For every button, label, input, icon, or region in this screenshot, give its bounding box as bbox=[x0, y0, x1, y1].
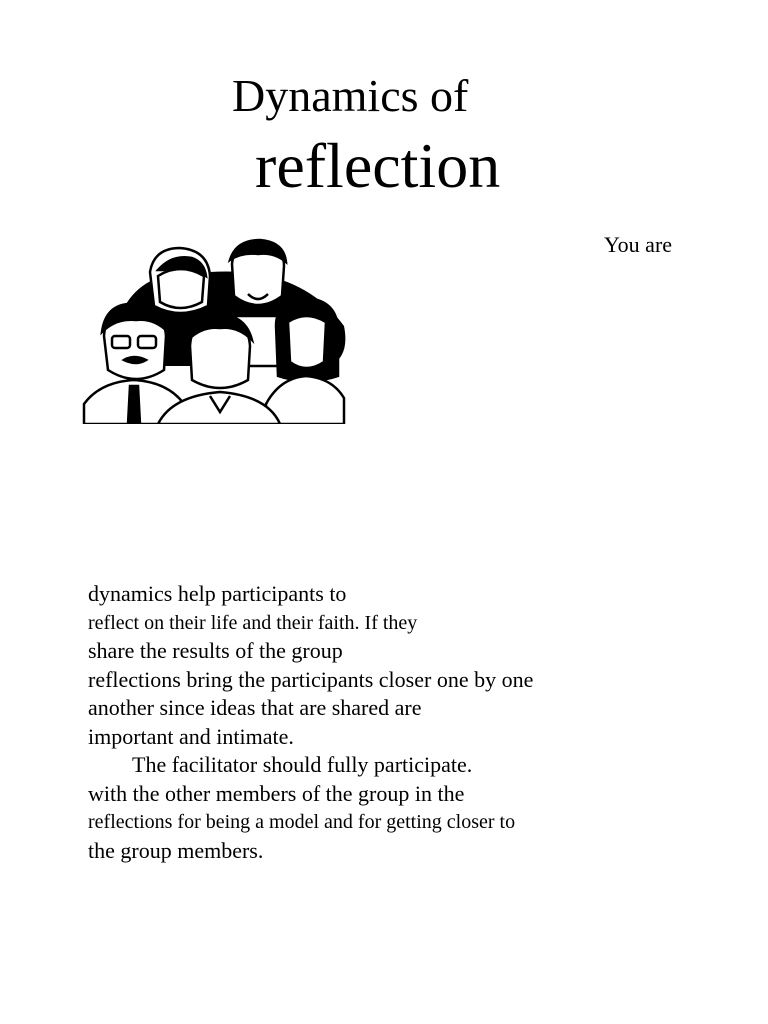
paragraph-line-5: another since ideas that are shared are bbox=[88, 695, 422, 720]
title-line-2: reflection bbox=[255, 130, 501, 201]
group-of-people-icon bbox=[80, 236, 348, 424]
paragraph-line-1: dynamics help participants to bbox=[88, 581, 347, 606]
body-paragraph bbox=[88, 580, 688, 865]
paragraph-line-4: reflections bring the participants closer one by one bbox=[88, 666, 534, 692]
side-text: You are bbox=[604, 232, 673, 257]
paragraph-line-3: share the results of the group bbox=[88, 638, 343, 663]
paragraph-line-8: with the other members of the group in the bbox=[88, 780, 465, 806]
paragraph-line-2: reflect on their life and their faith. If they bbox=[88, 611, 418, 634]
paragraph-line-10: the group members. bbox=[88, 837, 264, 863]
paragraph-line-9: reflections for being a model and for getting closer to bbox=[88, 811, 516, 833]
paragraph-line-6: important and intimate. bbox=[88, 723, 294, 749]
paragraph-line-7: The facilitator should fully participate. bbox=[132, 752, 473, 777]
title-line-1: Dynamics of bbox=[232, 70, 469, 121]
